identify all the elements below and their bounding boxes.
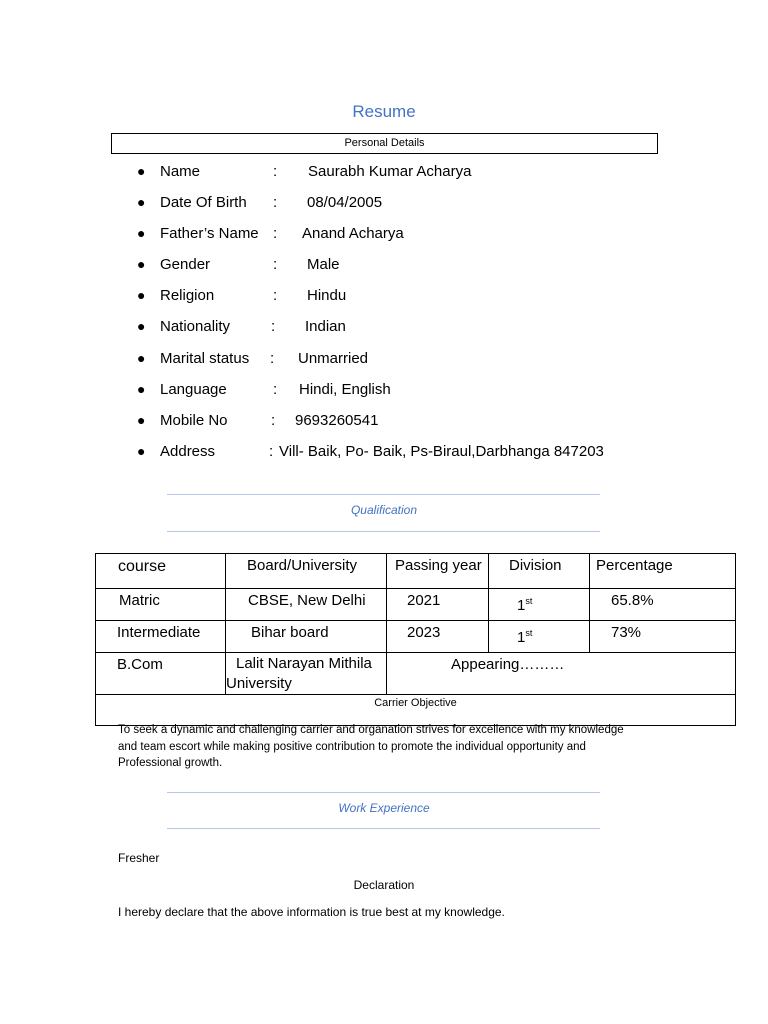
detail-row-marital <box>0 350 768 372</box>
carrier-objective-heading: Carrier Objective <box>374 697 457 709</box>
detail-colon: : <box>273 287 278 304</box>
detail-label: Address <box>160 443 216 460</box>
table-cell: CBSE, New Delhi <box>248 592 366 609</box>
bullet-icon: ● <box>137 163 146 179</box>
divider <box>167 792 600 793</box>
work-experience-text: Fresher <box>118 851 160 865</box>
declaration-heading: Declaration <box>353 878 415 892</box>
divider <box>167 828 600 829</box>
personal-details-heading: Personal Details <box>111 133 658 154</box>
divider <box>167 494 600 495</box>
detail-value: Saurabh Kumar Acharya <box>308 163 472 180</box>
bullet-icon: ● <box>137 225 146 241</box>
detail-row-dob <box>0 194 768 216</box>
detail-label: Nationality <box>160 318 231 335</box>
table-row <box>96 653 736 695</box>
detail-colon: : <box>273 225 278 242</box>
detail-value: Hindi, English <box>299 381 391 398</box>
detail-label: Name <box>160 163 201 180</box>
bullet-icon: ● <box>137 381 146 397</box>
detail-value: Unmarried <box>298 350 369 367</box>
detail-value: Anand Acharya <box>302 225 404 242</box>
table-cell <box>226 653 386 694</box>
column-header: Passing year <box>395 557 482 574</box>
detail-row-father <box>0 225 768 247</box>
detail-value: 9693260541 <box>295 412 379 429</box>
detail-label: Mobile No <box>160 412 228 429</box>
detail-label: Religion <box>160 287 215 304</box>
table-cell: Matric <box>119 592 160 609</box>
table-cell: Intermediate <box>117 624 201 641</box>
detail-colon: : <box>273 194 278 211</box>
detail-colon: : <box>273 381 278 398</box>
detail-row-nationality <box>0 318 768 340</box>
detail-value: 08/04/2005 <box>307 194 383 211</box>
bullet-icon: ● <box>137 412 146 428</box>
table-cell: 2021 <box>407 592 441 609</box>
division-value: 1 <box>517 629 526 646</box>
table-cell <box>489 589 589 614</box>
table-cell: Bihar board <box>251 624 329 641</box>
objective-line: To seek a dynamic and challenging carrier and organation strives for excellence with my knowledge <box>118 724 624 736</box>
division-value: 1 <box>517 597 526 614</box>
divider <box>167 531 600 532</box>
table-cell: Appearing……… <box>451 656 565 673</box>
detail-colon: : <box>273 163 278 180</box>
column-header: Board/University <box>247 557 358 574</box>
bullet-icon: ● <box>137 443 146 459</box>
detail-label: Gender <box>160 256 211 273</box>
objective-heading-row <box>96 695 736 726</box>
detail-row-language <box>0 381 768 403</box>
declaration-text: I hereby declare that the above information is true best at my knowledge. <box>118 905 505 919</box>
detail-label: Marital status <box>160 350 250 367</box>
bullet-icon: ● <box>137 318 146 334</box>
table-cell: 73% <box>611 624 642 641</box>
bullet-icon: ● <box>137 194 146 210</box>
detail-colon: : <box>271 412 276 429</box>
detail-colon: : <box>271 318 276 335</box>
table-cell: B.Com <box>117 656 163 673</box>
table-cell: 2023 <box>407 624 441 641</box>
objective-line: and team escort while making positive contribution to promote the individual opportunity and <box>118 740 586 753</box>
detail-label: Language <box>160 381 227 398</box>
detail-value: Male <box>307 256 340 273</box>
column-header: Percentage <box>596 557 673 574</box>
detail-row-religion <box>0 287 768 309</box>
bullet-icon: ● <box>137 350 146 366</box>
table-header-row <box>96 554 736 589</box>
board-line: University <box>226 675 292 692</box>
objective-text <box>118 722 658 772</box>
qualification-table <box>95 553 736 726</box>
work-experience-heading: Work Experience <box>338 801 430 815</box>
division-suffix: st <box>525 596 533 606</box>
bullet-icon: ● <box>137 287 146 303</box>
detail-row-mobile <box>0 412 768 434</box>
detail-value: Vill- Baik, Po- Baik, Ps-Biraul,Darbhanga 847203 <box>279 443 604 460</box>
detail-row-gender <box>0 256 768 278</box>
board-line: Lalit Narayan Mithila <box>236 655 372 672</box>
qualification-heading: Qualification <box>350 503 418 517</box>
detail-colon: : <box>270 350 275 367</box>
table-cell <box>489 621 589 646</box>
detail-row-address <box>0 443 768 465</box>
table-row <box>96 589 736 621</box>
resume-title: Resume <box>352 102 416 121</box>
detail-value: Hindu <box>307 287 347 304</box>
column-header: Division <box>509 557 562 574</box>
table-cell: 65.8% <box>611 592 654 609</box>
detail-value: Indian <box>305 318 346 335</box>
detail-label: Father’s Name <box>160 225 259 242</box>
objective-line: Professional growth. <box>118 757 223 769</box>
division-suffix: st <box>525 628 533 638</box>
table-row <box>96 621 736 653</box>
bullet-icon: ● <box>137 256 146 272</box>
detail-colon: : <box>269 443 274 460</box>
column-header: course <box>118 558 167 575</box>
detail-label: Date Of Birth <box>160 194 247 211</box>
detail-row-name <box>0 163 768 185</box>
detail-colon: : <box>273 256 278 273</box>
